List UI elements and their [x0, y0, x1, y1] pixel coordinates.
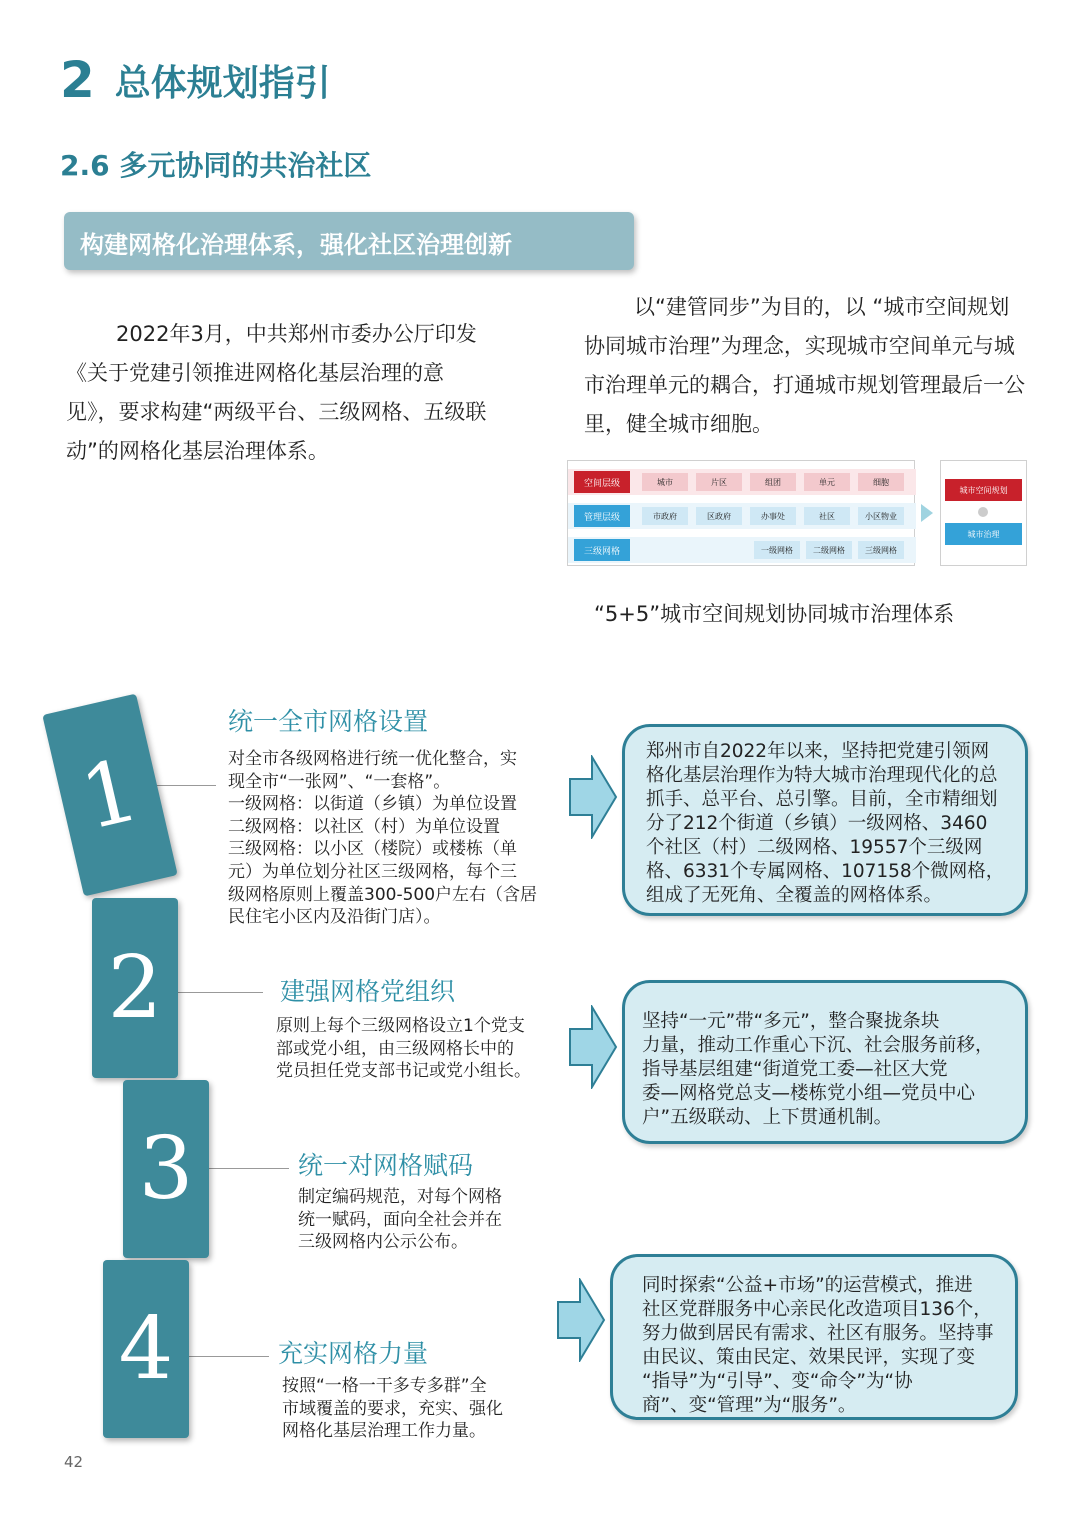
info-line: 坚持“一元”带“多元”，整合聚拢条块 [642, 1011, 940, 1032]
diagram-right-bottom: 城市治理 [945, 523, 1022, 545]
connector-line [209, 1168, 289, 1169]
item-3-body [298, 1186, 538, 1254]
connector-line [150, 785, 216, 786]
chapter-heading [60, 50, 331, 110]
step-number: 2 [107, 938, 163, 1038]
chapter-number: 2 [60, 51, 95, 109]
diagram-cell: 小区物业 [858, 507, 904, 525]
diagram-cell: 单元 [804, 473, 850, 491]
item-line: 二级网格：以社区（村）为单位设置 [228, 816, 500, 837]
item-line: 制定编码规范，对每个网格 [298, 1187, 502, 1207]
item-line: 部或党小组，由三级网格长中的 [276, 1038, 514, 1059]
info-line: 户”五级联动、上下贯通机制。 [642, 1107, 893, 1128]
info-line: 格化基层治理作为特大城市治理现代化的总 [646, 765, 998, 786]
intro-left-paragraph: 2022年3月，中共郑州市委办公厅印发《关于党建引领推进网格化基层治理的意见》，要求构建“两级平台、三级网格、五级联动”的网格化基层治理体系。 [66, 322, 487, 463]
item-line: 现全市“一张网”、“一套格”。 [228, 771, 451, 792]
info-line: 社区党群服务中心亲民化改造项目136个， [642, 1299, 992, 1320]
item-line: 民住宅小区内及沿街门店）。 [228, 907, 441, 928]
item-line: 一级网格：以街道（乡镇）为单位设置 [228, 794, 517, 815]
step-tile-1 [42, 694, 177, 897]
connector-line [178, 992, 263, 993]
info-line: 郑州市自2022年以来，坚持把党建引领网 [646, 741, 990, 762]
item-3-title: 统一对网格赋码 [298, 1151, 474, 1180]
info-line: 由民议、策由民定、效果民评，实现了变 [642, 1347, 976, 1368]
info-line: 组成了无死角、全覆盖的网格体系。 [646, 885, 943, 906]
item-line: 网格化基层治理工作力量。 [282, 1421, 486, 1442]
item-line: 按照“一格一干多专多群”全 [282, 1376, 487, 1396]
diagram-cell: 三级网格 [858, 541, 904, 559]
diagram-cell: 社区 [804, 507, 850, 525]
item-2-body [276, 1015, 556, 1083]
arrow-right-icon [568, 755, 618, 839]
step-number: 4 [118, 1299, 174, 1399]
diagram-right-panel [940, 460, 1027, 566]
item-1-title: 统一全市网格设置 [228, 707, 429, 736]
banner-text: 构建网格化治理体系，强化社区治理创新 [80, 231, 512, 259]
chapter-title: 总体规划指引 [114, 62, 331, 104]
info-line: “指导”为“引导”、变“命令”为“协 [642, 1371, 913, 1392]
item-line: 元）为单位划分社区三级网格，每个三 [228, 861, 517, 882]
diagram-row [568, 469, 916, 495]
item-line: 三级网格：以小区（楼院）或楼栋（单 [228, 839, 517, 860]
info-line: 个社区（村）二级网格、19557个三级网 [646, 837, 983, 858]
item-line: 统一赋码，面向全社会并在 [298, 1209, 502, 1230]
info-line: 指导基层组建“街道党工委—社区大党 [642, 1059, 948, 1080]
item-line: 级网格原则上覆盖300-500户左右（含居 [228, 884, 538, 905]
diagram-caption: “5+5”城市空间规划协同城市治理体系 [594, 602, 955, 626]
info-line: 同时探索“公益+市场”的运营模式，推进 [642, 1275, 973, 1296]
info-box-3-text [642, 1274, 1014, 1418]
diagram-cell: 片区 [696, 473, 742, 491]
item-line: 党员担任党支部书记或党小组长。 [276, 1061, 531, 1082]
diagram-row [568, 503, 916, 529]
item-4-body [282, 1375, 542, 1443]
section-title: 2.6 多元协同的共治社区 [60, 149, 372, 182]
diagram-cell: 细胞 [858, 473, 904, 491]
info-line: 力量，推动工作重心下沉、社会服务前移， [642, 1035, 994, 1056]
diagram-row-label: 三级网格 [574, 539, 630, 561]
item-2-title: 建强网格党组织 [280, 977, 456, 1006]
item-1-body [228, 748, 558, 929]
diagram-row [568, 537, 916, 563]
item-line: 市域覆盖的要求，充实、强化 [282, 1398, 503, 1419]
info-line: 抓手、总平台、总引擎。目前，全市精细划 [646, 789, 998, 810]
section-banner [64, 212, 634, 270]
diagram-cell: 二级网格 [806, 541, 852, 559]
diagram-arrow-icon [921, 504, 933, 522]
diagram-cell: 区政府 [696, 507, 742, 525]
info-line: 分了212个街道（乡镇）一级网格、3460 [646, 813, 988, 834]
info-line: 商”、变“管理”为“服务”。 [642, 1395, 857, 1416]
step-number: 1 [72, 740, 148, 850]
item-line: 对全市各级网格进行统一优化整合，实 [228, 749, 517, 769]
diagram-right-top: 城市空间规划 [945, 479, 1022, 501]
item-line: 三级网格内公示公布。 [298, 1232, 468, 1253]
connector-line [189, 1356, 269, 1357]
info-line: 委—网格党总支—楼栋党小组—党员中心 [642, 1083, 976, 1104]
diagram-cell: 组团 [750, 473, 796, 491]
diagram-cell: 一级网格 [754, 541, 800, 559]
info-line: 努力做到居民有需求、社区有服务。坚持事 [642, 1323, 994, 1344]
diagram-main-panel [567, 460, 915, 566]
info-line: 格、6331个专属网格、107158个微网格， [646, 861, 1005, 882]
step-tile-2 [92, 898, 178, 1078]
governance-diagram [567, 460, 1027, 566]
item-line: 原则上每个三级网格设立1个党支 [276, 1016, 525, 1036]
info-box-2-text [642, 1010, 1014, 1130]
diagram-cell: 办事处 [750, 507, 796, 525]
diagram-dot [978, 507, 988, 517]
step-number: 3 [138, 1119, 194, 1219]
diagram-row-label: 管理层级 [574, 505, 630, 527]
intro-right-paragraph: 以“建管同步”为目的，以 “城市空间规划协同城市治理”为理念，实现城市空间单元与城市治理单元的耦合，打通城市规划管理最后一公里，健全城市细胞。 [584, 295, 1025, 436]
step-tile-4 [103, 1260, 189, 1438]
item-4-title: 充实网格力量 [278, 1339, 429, 1368]
step-tile-3 [123, 1080, 209, 1258]
diagram-row-label: 空间层级 [574, 471, 630, 493]
diagram-cell: 市政府 [642, 507, 688, 525]
arrow-right-icon [568, 1005, 618, 1089]
diagram-cell: 城市 [642, 473, 688, 491]
page-number: 42 [64, 1453, 84, 1471]
arrow-right-icon [556, 1278, 606, 1362]
info-box-1-text [646, 740, 1018, 908]
